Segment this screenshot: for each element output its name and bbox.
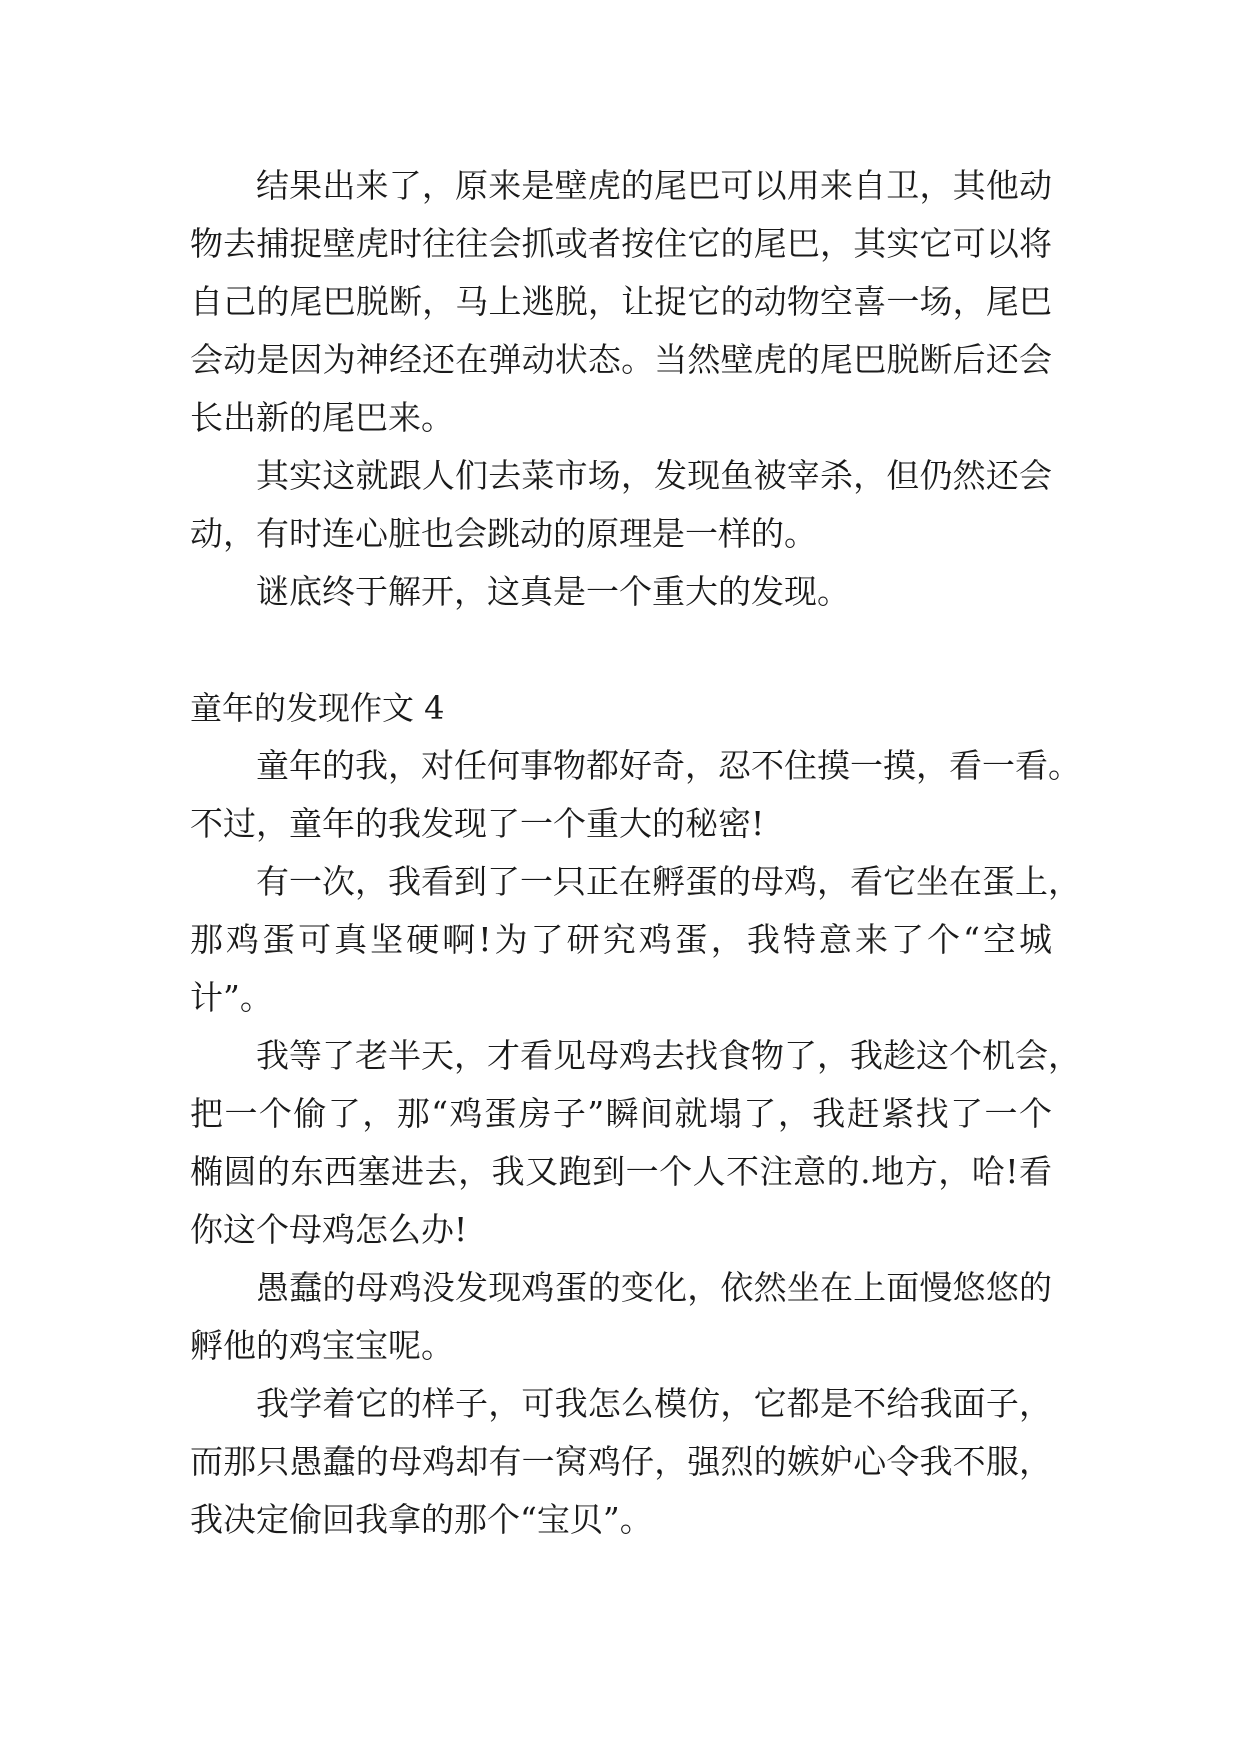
essay-paragraph-5-line-2: 而那只愚蠢的母鸡却有一窝鸡仔，强烈的嫉妒心令我不服， (190, 1442, 1052, 1481)
essay-paragraph-1-line-2: 不过，童年的我发现了一个重大的秘密! (190, 804, 765, 843)
essay-paragraph-3-line-4: 你这个母鸡怎么办! (190, 1210, 468, 1249)
paragraph-1-line-1: 结果出来了，原来是壁虎的尾巴可以用来自卫，其他动 (256, 166, 1052, 205)
paragraph-1-line-5: 长出新的尾巴来。 (190, 398, 454, 437)
paragraph-1-line-3: 自己的尾巴脱断，马上逃脱，让捉它的动物空喜一场，尾巴 (190, 282, 1052, 321)
essay-paragraph-2-line-1: 有一次，我看到了一只正在孵蛋的母鸡，看它坐在蛋上， (256, 862, 1081, 901)
essay-paragraph-5-line-1: 我学着它的样子，可我怎么模仿，它都是不给我面子， (256, 1384, 1052, 1423)
essay-paragraph-2-line-3: 计”。 (190, 978, 273, 1017)
essay-paragraph-5-line-3: 我决定偷回我拿的那个“宝贝”。 (190, 1500, 653, 1539)
essay-paragraph-4-line-2: 孵他的鸡宝宝呢。 (190, 1326, 454, 1365)
essay-title: 童年的发现作文 4 (190, 689, 445, 727)
paragraph-3-line-1: 谜底终于解开，这真是一个重大的发现。 (256, 572, 850, 611)
paragraph-1-line-4: 会动是因为神经还在弹动状态。当然壁虎的尾巴脱断后还会 (190, 340, 1052, 379)
essay-paragraph-1-line-1: 童年的我，对任何事物都好奇，忍不住摸一摸，看一看。 (256, 746, 1081, 785)
paragraph-2-line-2: 动，有时连心脏也会跳动的原理是一样的。 (190, 514, 817, 553)
paragraph-1-line-2: 物去捕捉壁虎时往往会抓或者按住它的尾巴，其实它可以将 (190, 224, 1052, 263)
paragraph-2-line-1: 其实这就跟人们去菜市场，发现鱼被宰杀，但仍然还会 (256, 456, 1052, 495)
essay-paragraph-3-line-2: 把一个偷了，那“鸡蛋房子”瞬间就塌了，我赶紧找了一个 (190, 1094, 1052, 1133)
essay-paragraph-2-line-2: 那鸡蛋可真坚硬啊!为了研究鸡蛋，我特意来了个“空城 (190, 920, 1052, 959)
essay-paragraph-3-line-3: 椭圆的东西塞进去，我又跑到一个人不注意的.地方，哈!看 (190, 1152, 1052, 1191)
essay-paragraph-3-line-1: 我等了老半天，才看见母鸡去找食物了，我趁这个机会， (256, 1036, 1081, 1075)
essay-paragraph-4-line-1: 愚蠢的母鸡没发现鸡蛋的变化，依然坐在上面慢悠悠的 (256, 1268, 1052, 1307)
